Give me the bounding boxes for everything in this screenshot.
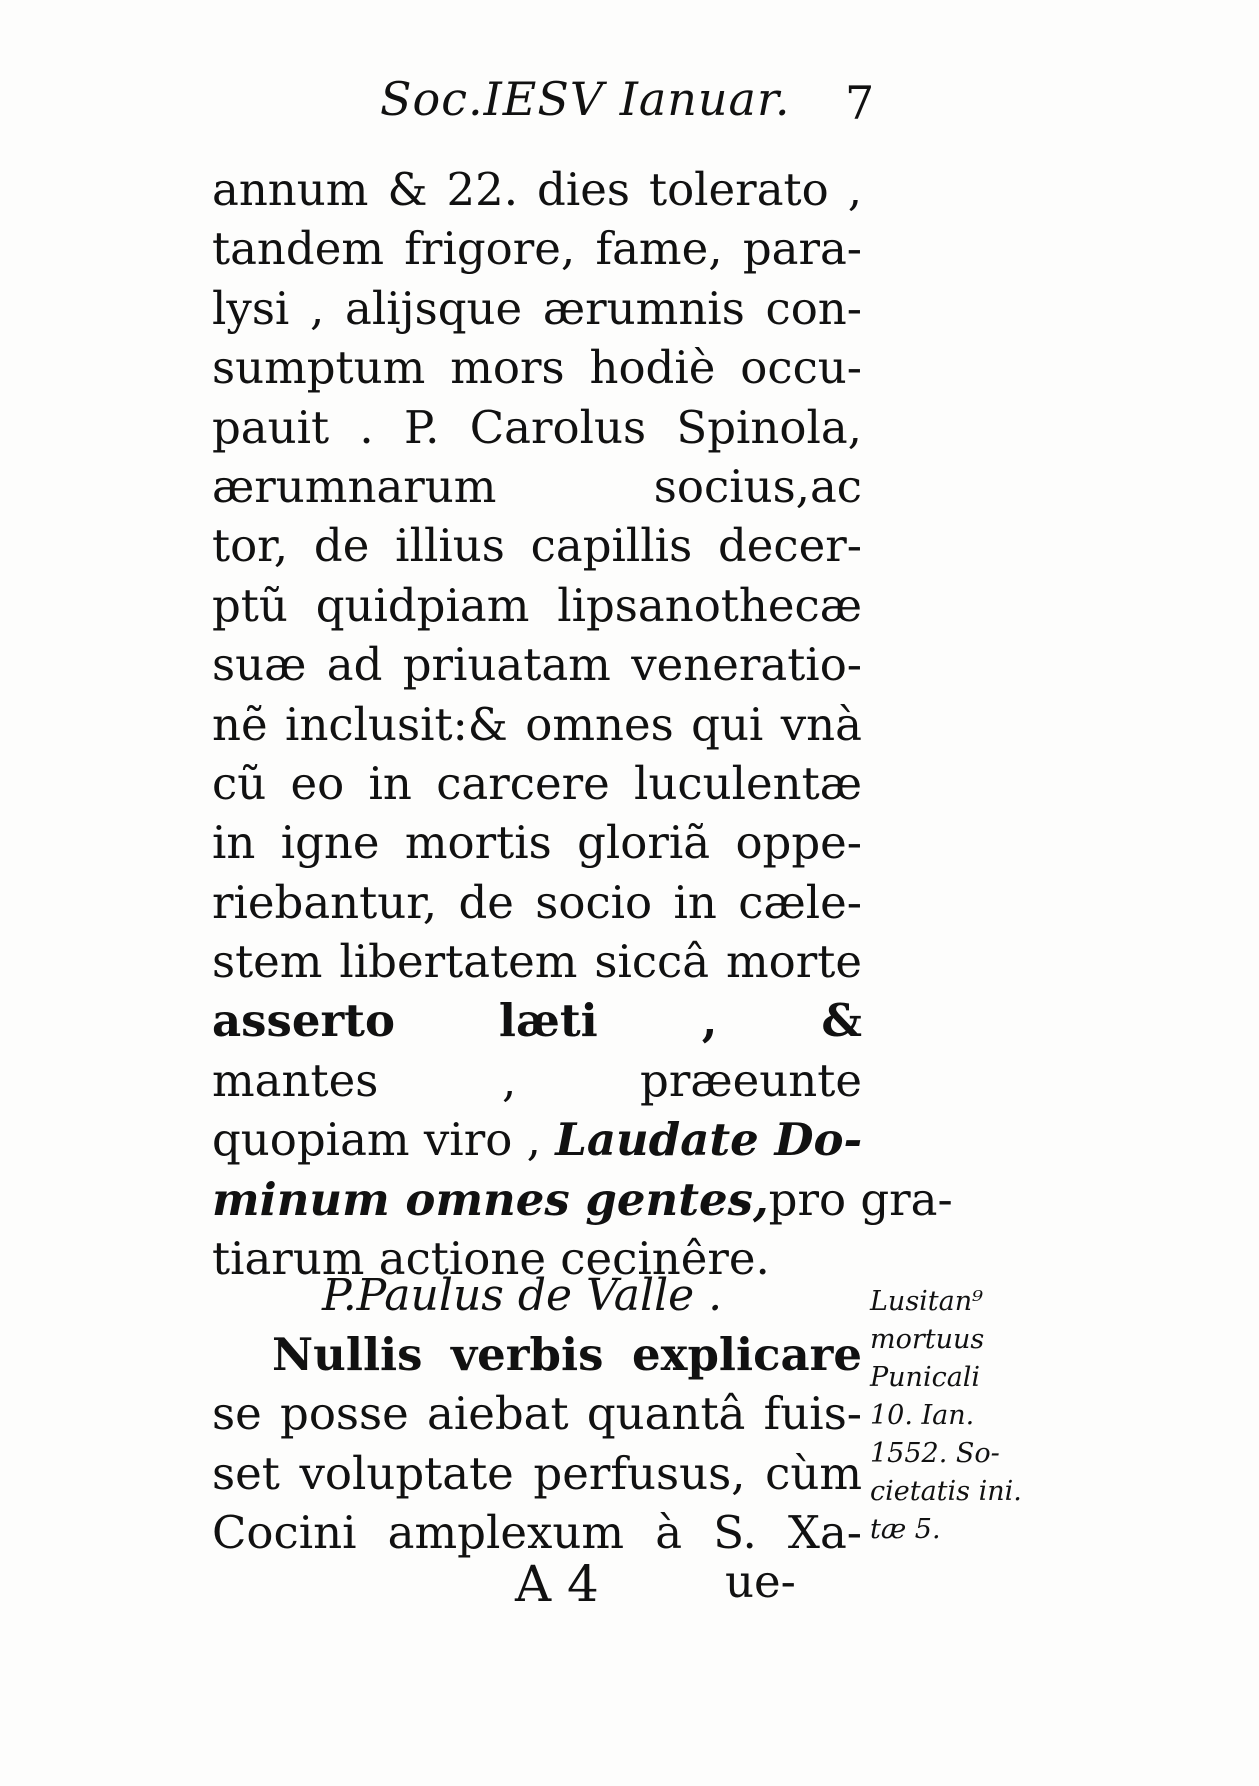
text-line: set voluptate perfusus, cùm [212, 1446, 862, 1500]
text-line: ærumnarum socius,ac [212, 459, 862, 513]
text-line: nẽ inclusit:& omnes qui vnà [212, 697, 862, 751]
italic-quotation: Laudate Do- [555, 1113, 863, 1167]
text-line: mantes , præeunte [212, 1053, 862, 1107]
text-line: tor, de illius capillis decer- [212, 519, 862, 573]
note-line: Lusitan⁹ [870, 1286, 983, 1317]
signature-mark: A 4 [515, 1555, 599, 1613]
note-line: tæ 5. [870, 1514, 941, 1545]
section-heading: P.Paulus de Valle . [322, 1270, 723, 1321]
note-line: Punicali [870, 1362, 981, 1393]
marginal-note [870, 1283, 1070, 1549]
running-title: Soc.IESV Ianuar. [380, 72, 791, 126]
section-text-block [212, 1325, 862, 1563]
text-fragment: quopiam viro , [212, 1113, 541, 1167]
text-line: annum & 22. dies tolerato , [212, 163, 862, 216]
italic-quotation: minum omnes gentes, [212, 1172, 769, 1226]
text-line: sumptum mors hodiè occu- [212, 341, 862, 395]
text-line: tiarum actione cecinêre. [212, 1232, 770, 1286]
text-fragment: pro gra- [768, 1172, 953, 1226]
text-line: lysi , alijsque ærumnis con- [212, 281, 862, 335]
text-line: suæ ad priuatam veneratio- [212, 638, 862, 692]
note-line: mortuus [870, 1324, 985, 1355]
text-line: pauit . P. Carolus Spinola, [212, 400, 862, 454]
text-line: tandem frigore, fame, para- [212, 222, 862, 276]
note-line: 1552. So- [870, 1438, 1000, 1469]
text-line: in igne mortis gloriã oppe- [212, 816, 862, 870]
text-line-mixed [212, 1110, 862, 1169]
page-number: 7 [845, 76, 876, 130]
text-line: Nullis verbis explicare [272, 1328, 862, 1381]
note-line: cietatis ini. [870, 1476, 1022, 1507]
text-line-mixed [212, 1170, 953, 1229]
catchword: ue- [725, 1555, 796, 1608]
text-line: cũ eo in carcere luculentæ [212, 756, 862, 810]
running-header [380, 72, 880, 132]
text-line: asserto læti , & [212, 994, 862, 1048]
main-text-block [212, 160, 953, 1288]
text-line: Cocini amplexum à S. Xa- [212, 1506, 862, 1560]
note-line: 10. Ian. [870, 1400, 975, 1431]
text-line: stem libertatem siccâ morte [212, 935, 862, 989]
text-line: se posse aiebat quantâ fuis- [212, 1387, 862, 1441]
text-line: ptũ quidpiam lipsanothecæ [212, 578, 862, 632]
text-line: riebantur, de socio in cæle- [212, 875, 862, 929]
